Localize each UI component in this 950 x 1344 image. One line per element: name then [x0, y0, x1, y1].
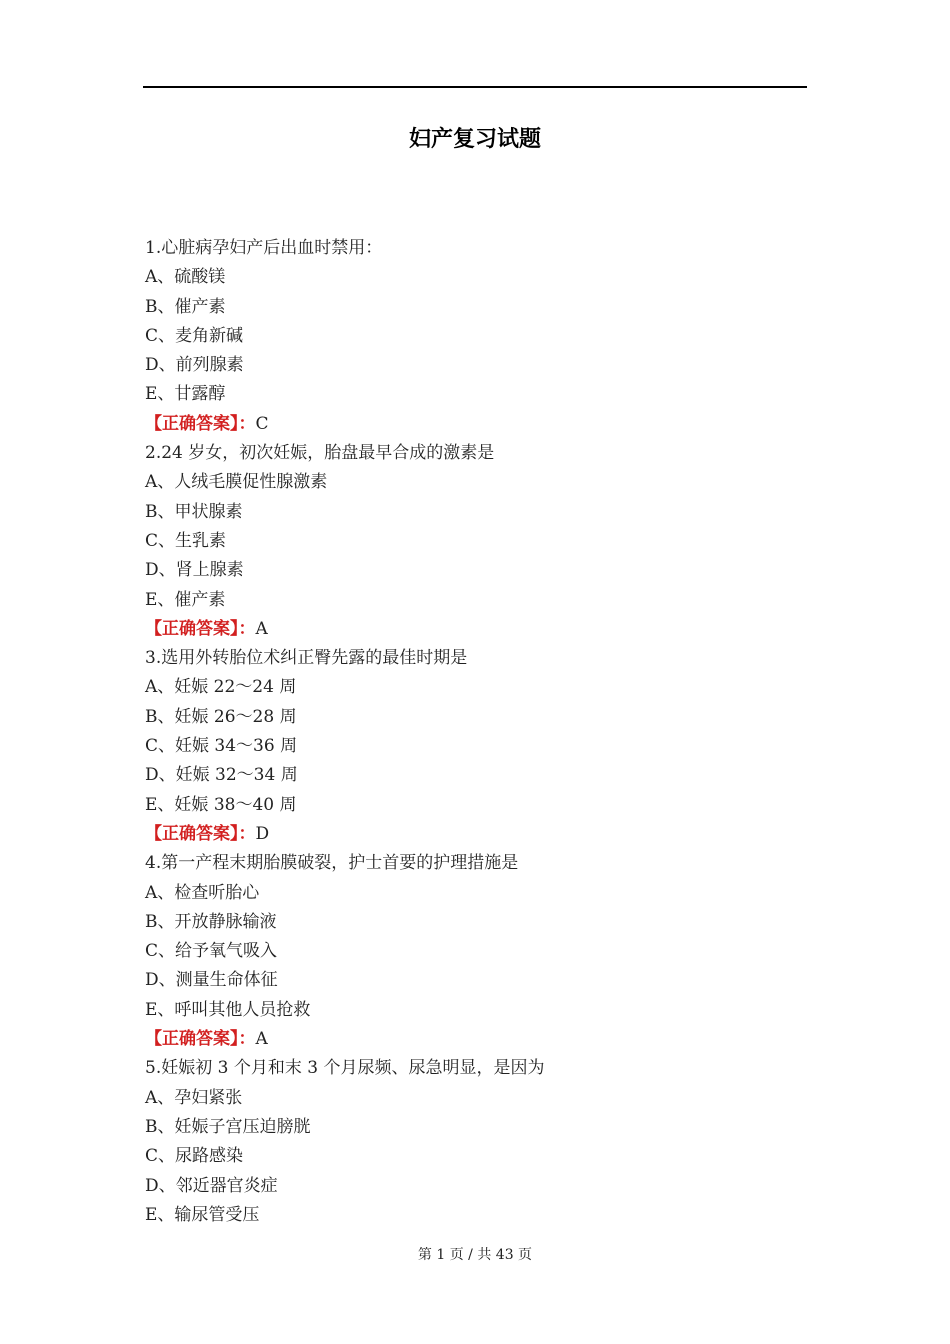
answer-line: [145, 1025, 825, 1054]
question-stem: 1.心脏病孕妇产后出血时禁用：: [145, 238, 383, 258]
option-b: B、妊娠子宫压迫膀胱: [145, 1116, 311, 1137]
page-footer: 第 1 页 / 共 43 页: [417, 1247, 533, 1263]
option-c: C、尿路感染: [145, 1146, 244, 1167]
question-list: [145, 234, 825, 1230]
page-title: 妇产复习试题: [408, 127, 541, 152]
option-d: D、肾上腺素: [145, 560, 244, 581]
option-a: A、孕妇紧张: [145, 1087, 243, 1108]
option-b: B、甲状腺素: [145, 501, 243, 522]
option-b: B、开放静脉输液: [145, 911, 277, 932]
option-b: B、妊娠 26～28 周: [145, 706, 297, 727]
option-e: E、催产素: [145, 589, 226, 610]
answer-line: [145, 410, 825, 439]
answer-value: A: [255, 618, 268, 639]
option-e: E、呼叫其他人员抢救: [145, 999, 311, 1020]
option-a: A、妊娠 22～24 周: [145, 677, 297, 698]
answer-line: [145, 615, 825, 644]
option-a: A、人绒毛膜促性腺激素: [145, 472, 328, 493]
option-e: E、甘露醇: [145, 384, 226, 405]
option-b: B、催产素: [145, 296, 226, 317]
option-d: D、测量生命体征: [145, 970, 278, 991]
option-d: D、邻近器官炎症: [145, 1175, 278, 1196]
option-d: D、前列腺素: [145, 355, 244, 376]
answer-label: 【正确答案】：: [145, 1029, 256, 1050]
option-c: C、妊娠 34～36 周: [145, 736, 298, 757]
option-e: E、输尿管受压: [145, 1204, 260, 1225]
option-e: E、妊娠 38～40 周: [145, 794, 297, 815]
option-c: C、麦角新碱: [145, 325, 244, 346]
option-a: A、硫酸镁: [145, 267, 226, 288]
option-d: D、妊娠 32～34 周: [145, 765, 298, 786]
header-rule: [143, 86, 807, 88]
answer-value: C: [255, 413, 269, 434]
question-stem: 5.妊娠初 3 个月和末 3 个月尿频、尿急明显，是因为: [145, 1058, 545, 1079]
question-stem: 3.选用外转胎位术纠正臀先露的最佳时期是: [145, 648, 468, 669]
question-stem: 2.24 岁女，初次妊娠，胎盘最早合成的激素是: [145, 443, 495, 464]
question-stem: 4.第一产程末期胎膜破裂，护士首要的护理措施是: [145, 853, 519, 874]
answer-line: [145, 820, 825, 849]
answer-value: D: [255, 823, 270, 844]
answer-label: 【正确答案】：: [145, 618, 256, 639]
answer-label: 【正确答案】：: [145, 823, 256, 844]
option-c: C、给予氧气吸入: [145, 941, 278, 962]
option-c: C、生乳素: [145, 530, 227, 551]
option-a: A、检查听胎心: [145, 882, 260, 903]
answer-value: A: [255, 1029, 268, 1050]
answer-label: 【正确答案】：: [145, 413, 256, 434]
